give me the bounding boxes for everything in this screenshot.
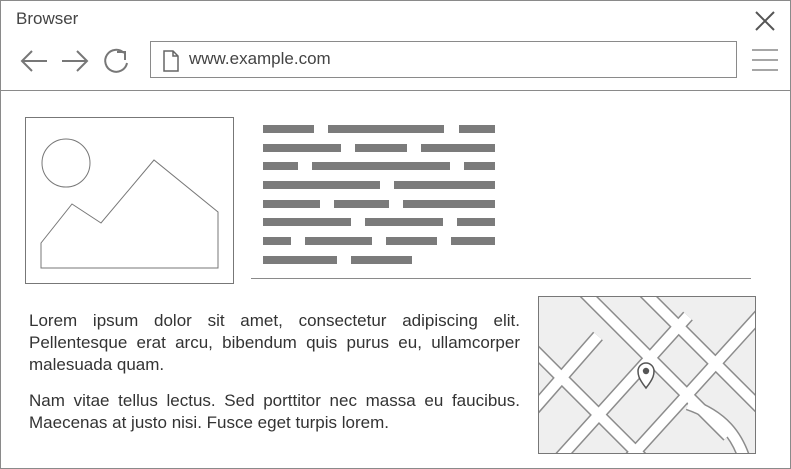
close-icon[interactable] [752, 8, 778, 34]
text-placeholder-block [263, 125, 495, 265]
toolbar-divider [1, 90, 790, 91]
address-url[interactable]: www.example.com [189, 49, 331, 68]
window-title: Browser [16, 9, 79, 28]
forward-arrow-icon[interactable] [59, 45, 91, 77]
map-widget[interactable] [538, 296, 756, 454]
paragraph-2: Nam vitae tellus lectus. Sed porttitor nec massa eu faucibus. Maecenas at justo nisi. Fusce eget turpis lorem. [29, 391, 520, 432]
back-arrow-icon[interactable] [18, 45, 50, 77]
content-divider [251, 278, 751, 279]
paragraph-1: Lorem ipsum dolor sit amet, consectetur adipiscing elit. Pellentesque erat arcu, bibendum quis purus eu, ullamcorper malesuada quam. [29, 311, 520, 374]
image-placeholder-icon [25, 117, 234, 284]
hamburger-menu-icon[interactable] [751, 46, 779, 74]
reload-icon[interactable] [100, 45, 132, 77]
document-icon [162, 50, 180, 72]
address-bar[interactable] [150, 41, 737, 78]
